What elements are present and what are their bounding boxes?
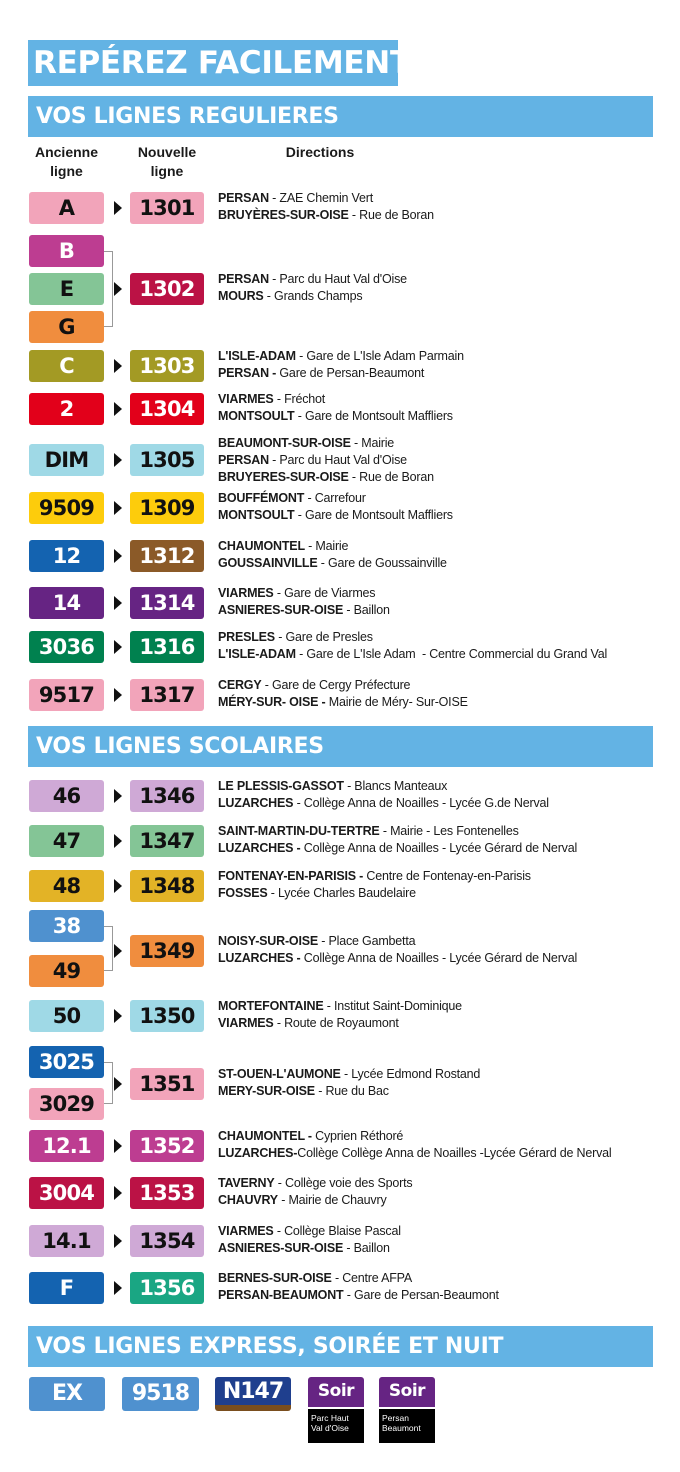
direction-city: PERSAN [218, 272, 269, 286]
direction-line [218, 271, 407, 288]
direction-stop: Gare de Persan-Beaumont [276, 366, 425, 380]
directions-text [218, 585, 390, 619]
direction-city: PERSAN-BEAUMONT [218, 1288, 344, 1302]
page-title: REPÉREZ FACILEMENT [28, 40, 398, 86]
direction-stop: - Collège Anna de Noailles - Lycée G.de Nerval [293, 796, 549, 810]
direction-line [218, 585, 390, 602]
arrow-right-icon [114, 1077, 122, 1091]
old-line-badge: 2 [29, 393, 104, 425]
old-line-badge: 47 [29, 825, 104, 857]
direction-city: CHAUVRY [218, 1193, 278, 1207]
direction-city: CHAUMONTEL [218, 539, 305, 553]
direction-line [218, 1223, 401, 1240]
directions-text [218, 271, 407, 305]
direction-city: LUZARCHES- [218, 1146, 298, 1160]
direction-city: MONTSOULT [218, 508, 295, 522]
old-line-badge: A [29, 192, 104, 224]
new-line-badge: 1350 [130, 1000, 204, 1032]
arrow-right-icon [114, 501, 122, 515]
direction-line [218, 885, 531, 902]
old-line-badge: 3029 [29, 1088, 104, 1120]
arrow-right-icon [114, 944, 122, 958]
arrow-right-icon [114, 640, 122, 654]
direction-city: GOUSSAINVILLE [218, 556, 318, 570]
old-line-badge: DIM [29, 444, 104, 476]
direction-line [218, 998, 462, 1015]
direction-city: VIARMES [218, 1224, 274, 1238]
old-line-badge: B [29, 235, 104, 267]
direction-stop: Collège Anna de Noailles - Lycée Gérard de Nerval [300, 951, 578, 965]
new-line-badge: 1303 [130, 350, 204, 382]
direction-stop: - Mairie - Les Fontenelles [379, 824, 519, 838]
column-header-old-line-1: Ancienne [34, 144, 98, 160]
direction-line [218, 490, 453, 507]
direction-city: FONTENAY-EN-PARISIS - [218, 869, 364, 883]
new-line-badge: 1309 [130, 492, 204, 524]
old-line-badge: 14 [29, 587, 104, 619]
arrow-right-icon [114, 1186, 122, 1200]
direction-city: NOISY-SUR-OISE [218, 934, 318, 948]
old-line-badge: 48 [29, 870, 104, 902]
direction-line [218, 778, 549, 795]
direction-stop: - Grands Champs [263, 289, 363, 303]
new-line-badge: 1347 [130, 825, 204, 857]
direction-city: CHAUMONTEL - [218, 1129, 312, 1143]
new-line-badge: 1305 [130, 444, 204, 476]
column-header-directions: Directions [285, 144, 355, 160]
new-line-badge: 1352 [130, 1130, 204, 1162]
new-line-badge: 1346 [130, 780, 204, 812]
new-line-badge: 1349 [130, 935, 204, 967]
direction-line [218, 365, 464, 382]
new-line-badge: 1316 [130, 631, 204, 663]
column-header-new-line [130, 143, 204, 181]
directions-text [218, 435, 434, 486]
direction-stop: - Collège Blaise Pascal [273, 1224, 401, 1238]
direction-line [218, 1083, 480, 1100]
direction-line [218, 795, 549, 812]
evening-badge-destination-line: Persan [382, 1413, 409, 1423]
directions-text [218, 778, 549, 812]
direction-stop: Collège Collège Anna de Noailles -Lycée Gérard de Nerval [297, 1146, 612, 1160]
direction-stop: - Mairie [304, 539, 349, 553]
old-line-badge: 49 [29, 955, 104, 987]
merge-bracket [104, 251, 113, 327]
direction-stop: - Fréchot [273, 392, 326, 406]
direction-city: MOURS [218, 289, 264, 303]
direction-city: BOUFFÉMONT [218, 491, 305, 505]
direction-stop: - Gare de Cergy Préfecture [261, 678, 411, 692]
column-header-old-line [29, 143, 104, 181]
directions-text [218, 868, 531, 902]
merge-bracket [104, 926, 113, 971]
direction-stop: Collège Anna de Noailles - Lycée Gérard de Nerval [300, 841, 578, 855]
direction-line [218, 840, 577, 857]
arrow-right-icon [114, 834, 122, 848]
direction-line [218, 469, 434, 486]
direction-stop: - Gare de Presles [274, 630, 373, 644]
direction-line [218, 677, 468, 694]
directions-text [218, 823, 577, 857]
new-line-badge: 1301 [130, 192, 204, 224]
old-line-badge: 12 [29, 540, 104, 572]
direction-city: ASNIERES-SUR-OISE [218, 1241, 344, 1255]
arrow-right-icon [114, 453, 122, 467]
evening-badge-parc-haut-val-oise [308, 1377, 364, 1441]
direction-stop: - Rue de Boran [348, 208, 434, 222]
evening-badge-persan-beaumont [379, 1377, 435, 1441]
direction-city: VIARMES [218, 1016, 274, 1030]
new-line-badge: 1312 [130, 540, 204, 572]
direction-city: MORTEFONTAINE [218, 999, 324, 1013]
old-line-badge: 9509 [29, 492, 104, 524]
evening-badge-destination-line: Beaumont [382, 1423, 421, 1433]
direction-stop: Cyprien Réthoré [311, 1129, 404, 1143]
direction-city: L'ISLE-ADAM [218, 349, 296, 363]
direction-city: PERSAN - [218, 366, 277, 380]
arrow-right-icon [114, 402, 122, 416]
old-line-badge: E [29, 273, 104, 305]
evening-badge-destination-line: Parc Haut [311, 1413, 349, 1423]
direction-stop: - Gare de Montsoult Maffliers [294, 508, 453, 522]
new-line-badge: 1348 [130, 870, 204, 902]
direction-city: MERY-SUR-OISE [218, 1084, 315, 1098]
direction-city: CERGY [218, 678, 262, 692]
new-line-badge: 1317 [130, 679, 204, 711]
direction-line [218, 933, 577, 950]
evening-badge-label: Soir [308, 1377, 364, 1407]
new-line-badge: 1304 [130, 393, 204, 425]
arrow-right-icon [114, 1009, 122, 1023]
direction-city: LUZARCHES [218, 796, 294, 810]
arrow-right-icon [114, 201, 122, 215]
direction-stop: - Gare de Montsoult Maffliers [294, 409, 453, 423]
old-line-badge: 12.1 [29, 1130, 104, 1162]
old-line-badge: 46 [29, 780, 104, 812]
evening-badge-label: Soir [379, 1377, 435, 1407]
direction-line [218, 950, 577, 967]
direction-stop: Mairie de Méry- Sur-OISE [325, 695, 468, 709]
direction-stop: - Centre AFPA [331, 1271, 413, 1285]
direction-line [218, 348, 464, 365]
direction-city: PERSAN [218, 452, 269, 467]
direction-stop: - Place Gambetta [318, 934, 416, 948]
old-line-badge: F [29, 1272, 104, 1304]
direction-line [218, 207, 434, 224]
directions-text [218, 1270, 499, 1304]
direction-city: LE PLESSIS-GASSOT [218, 779, 344, 793]
direction-city: BRUYÈRES-SUR-OISE [218, 208, 349, 222]
old-line-badge: 3036 [29, 631, 104, 663]
old-line-badge: C [29, 350, 104, 382]
express-badge-ex100: EX 100 [29, 1377, 105, 1411]
arrow-right-icon [114, 879, 122, 893]
direction-line [218, 823, 577, 840]
express-badge-9518: 9518 [122, 1377, 199, 1411]
directions-text [218, 490, 453, 524]
direction-line [218, 190, 434, 207]
direction-line [218, 1175, 412, 1192]
direction-line [218, 1192, 412, 1209]
arrow-right-icon [114, 688, 122, 702]
direction-line [218, 435, 434, 452]
evening-badge-destination [308, 1409, 364, 1443]
direction-line [218, 1270, 499, 1287]
direction-line [218, 629, 607, 646]
direction-stop: - Baillon [343, 1241, 390, 1255]
new-line-badge: 1356 [130, 1272, 204, 1304]
merge-bracket [104, 1062, 113, 1104]
arrow-right-icon [114, 1281, 122, 1295]
directions-text [218, 538, 447, 572]
direction-city: L'ISLE-ADAM [218, 647, 296, 661]
direction-city: MÉRY-SUR- OISE - [218, 695, 326, 709]
evening-badge-destination-line: Val d'Oise [311, 1423, 349, 1433]
new-line-badge: 1314 [130, 587, 204, 619]
section-header-scolaires: VOS LIGNES SCOLAIRES [28, 726, 653, 767]
direction-stop: - Gare de Viarmes [273, 586, 376, 600]
arrow-right-icon [114, 1139, 122, 1153]
direction-stop: Centre de Fontenay-en-Parisis [363, 869, 531, 883]
direction-line [218, 1128, 611, 1145]
arrow-right-icon [114, 789, 122, 803]
direction-stop: - Gare de Persan-Beaumont [343, 1288, 499, 1302]
direction-city: LUZARCHES - [218, 841, 301, 855]
direction-line [218, 507, 453, 524]
direction-city: BEAUMONT-SUR-OISE [218, 435, 351, 450]
direction-stop: - Blancs Manteaux [343, 779, 448, 793]
direction-stop: - Gare de L'Isle Adam - Centre Commercial du Grand Val [295, 647, 608, 661]
direction-city: VIARMES [218, 392, 274, 406]
direction-line [218, 1015, 462, 1032]
old-line-badge: 38 [29, 910, 104, 942]
direction-stop: - Parc du Haut Val d'Oise [268, 272, 407, 286]
direction-line [218, 391, 453, 408]
direction-line [218, 408, 453, 425]
direction-line [218, 1240, 401, 1257]
direction-line [218, 646, 607, 663]
night-badge-n147: N147 [215, 1377, 291, 1411]
direction-line [218, 1145, 611, 1162]
direction-line [218, 694, 468, 711]
direction-city: BERNES-SUR-OISE [218, 1271, 332, 1285]
direction-stop: - Lycée Edmond Rostand [340, 1067, 481, 1081]
direction-stop: - Mairie de Chauvry [277, 1193, 387, 1207]
direction-line [218, 288, 407, 305]
direction-line [218, 555, 447, 572]
direction-city: SAINT-MARTIN-DU-TERTRE [218, 824, 380, 838]
direction-stop: - ZAE Chemin Vert [268, 191, 373, 205]
directions-text [218, 629, 607, 663]
directions-text [218, 348, 464, 382]
old-line-badge: 3025 [29, 1046, 104, 1078]
direction-line [218, 602, 390, 619]
direction-city: TAVERNY [218, 1176, 275, 1190]
new-line-badge: 1302 [130, 273, 204, 305]
direction-stop: - Baillon [343, 603, 390, 617]
direction-stop: - Parc du Haut Val d'Oise [268, 452, 407, 467]
directions-text [218, 998, 462, 1032]
direction-stop: - Lycée Charles Baudelaire [267, 886, 416, 900]
direction-city: FOSSES [218, 886, 268, 900]
directions-text [218, 1223, 401, 1257]
direction-line [218, 1287, 499, 1304]
old-line-badge: G [29, 311, 104, 343]
old-line-badge: 3004 [29, 1177, 104, 1209]
direction-city: MONTSOULT [218, 409, 295, 423]
directions-text [218, 677, 468, 711]
column-header-old-line-2: ligne [50, 163, 83, 179]
direction-city: ST-OUEN-L'AUMONE [218, 1067, 341, 1081]
arrow-right-icon [114, 359, 122, 373]
direction-line [218, 538, 447, 555]
arrow-right-icon [114, 549, 122, 563]
directions-text [218, 190, 434, 224]
direction-stop: - Rue du Bac [314, 1084, 389, 1098]
direction-city: LUZARCHES - [218, 951, 301, 965]
direction-stop: - Gare de L'Isle Adam Parmain [295, 349, 464, 363]
direction-stop: - Rue de Boran [348, 469, 434, 484]
old-line-badge: 9517 [29, 679, 104, 711]
old-line-badge: 14.1 [29, 1225, 104, 1257]
new-line-badge: 1351 [130, 1068, 204, 1100]
section-header-regulieres: VOS LIGNES REGULIERES [28, 96, 653, 137]
direction-line [218, 868, 531, 885]
direction-stop: - Institut Saint-Dominique [323, 999, 462, 1013]
direction-city: ASNIERES-SUR-OISE [218, 603, 344, 617]
column-header-new-line-2: ligne [150, 163, 184, 179]
directions-text [218, 933, 577, 967]
directions-text [218, 1128, 611, 1162]
arrow-right-icon [114, 596, 122, 610]
new-line-badge: 1353 [130, 1177, 204, 1209]
direction-city: BRUYERES-SUR-OISE [218, 469, 349, 484]
direction-line [218, 452, 434, 469]
direction-stop: - Route de Royaumont [273, 1016, 399, 1030]
direction-line [218, 1066, 480, 1083]
directions-text [218, 1175, 412, 1209]
direction-stop: - Gare de Goussainville [317, 556, 447, 570]
arrow-right-icon [114, 1234, 122, 1248]
direction-stop: - Carrefour [304, 491, 366, 505]
arrow-right-icon [114, 282, 122, 296]
direction-city: PERSAN [218, 191, 269, 205]
section-header-express: VOS LIGNES EXPRESS, SOIRÉE ET NUIT [28, 1326, 653, 1367]
directions-text [218, 391, 453, 425]
direction-city: PRESLES [218, 630, 275, 644]
new-line-badge: 1354 [130, 1225, 204, 1257]
column-header-new-line-1: Nouvelle [137, 144, 197, 160]
direction-stop: - Mairie [350, 435, 395, 450]
directions-text [218, 1066, 480, 1100]
evening-badge-destination [379, 1409, 435, 1443]
direction-stop: - Collège voie des Sports [274, 1176, 413, 1190]
old-line-badge: 50 [29, 1000, 104, 1032]
direction-city: VIARMES [218, 586, 274, 600]
